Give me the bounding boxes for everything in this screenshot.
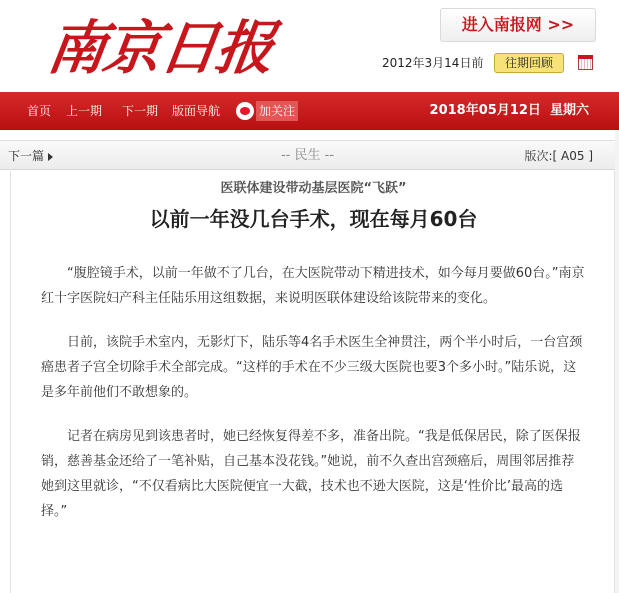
masthead (0, 0, 619, 92)
publish-date: 2012年3月14日前 (382, 56, 484, 70)
article-paragraph: 日前，该院手术室内，无影灯下，陆乐等4名手术医生全神贯注，两个半小时后，一台宫颈癌患者子宫全切除手术全部完成。“这样的手术在不少三级大医院也要3个多小时。”陆乐说，这是多年前他们不敢想象的。 (41, 335, 583, 400)
issue-weekday: 星期六 (549, 103, 589, 118)
triangle-right-icon (48, 153, 53, 161)
section-name: -- 民生 -- (280, 148, 335, 163)
weibo-icon (236, 102, 254, 120)
article-paragraph: 记者在病房见到该患者时，她已经恢复得差不多，准备出院。“我是低保居民，除了医保报销，慈善基金还给了一笔补贴，自己基本没花钱。”她说，前不久查出宫颈癌后，周围邻居推荐她到这里就诊，“不仅看病比大医院便宜一大截，技术也不逊大医院，这是‘性价比’最高的选择。” (41, 429, 581, 519)
issue-date-value: 2018年05月12日 (429, 103, 541, 118)
logo-text: 南京日报 (43, 14, 277, 82)
article (10, 171, 615, 593)
newspaper-logo[interactable] (43, 6, 278, 90)
nav-next-issue[interactable]: 下一期 (122, 104, 159, 118)
archive-button[interactable]: 往期回顾 (494, 53, 564, 73)
article-body (41, 261, 586, 543)
nav-prev-issue[interactable]: 上一期 (66, 104, 103, 118)
article-toolbar (0, 140, 615, 170)
next-article-label: 下一篇 (8, 149, 45, 163)
calendar-icon[interactable] (578, 55, 593, 70)
enter-website-button[interactable]: 进入南报网 >> (440, 8, 596, 42)
next-article-link[interactable] (8, 141, 53, 171)
nav-home[interactable]: 首页 (27, 104, 52, 118)
issue-date (430, 92, 589, 130)
article-subtitle: 医联体建设带动基层医院“飞跃” (220, 181, 407, 196)
article-paragraph: “腹腔镜手术，以前一年做不了几台，在大医院带动下精进技术，如今每月要做60台。”南京红十字医院妇产科主任陆乐用这组数据，来说明医联体建设给该院带来的变化。 (41, 266, 585, 306)
page-scrollbar[interactable] (615, 130, 619, 593)
article-title: 以前一年没几台手术，现在每月60台 (149, 207, 478, 231)
weibo-follow-label: 加关注 (256, 101, 298, 121)
nav-layout[interactable]: 版面导航 (172, 104, 221, 118)
page-number[interactable]: 版次:[ A05 ] (524, 149, 593, 163)
nav-bar (0, 92, 619, 130)
